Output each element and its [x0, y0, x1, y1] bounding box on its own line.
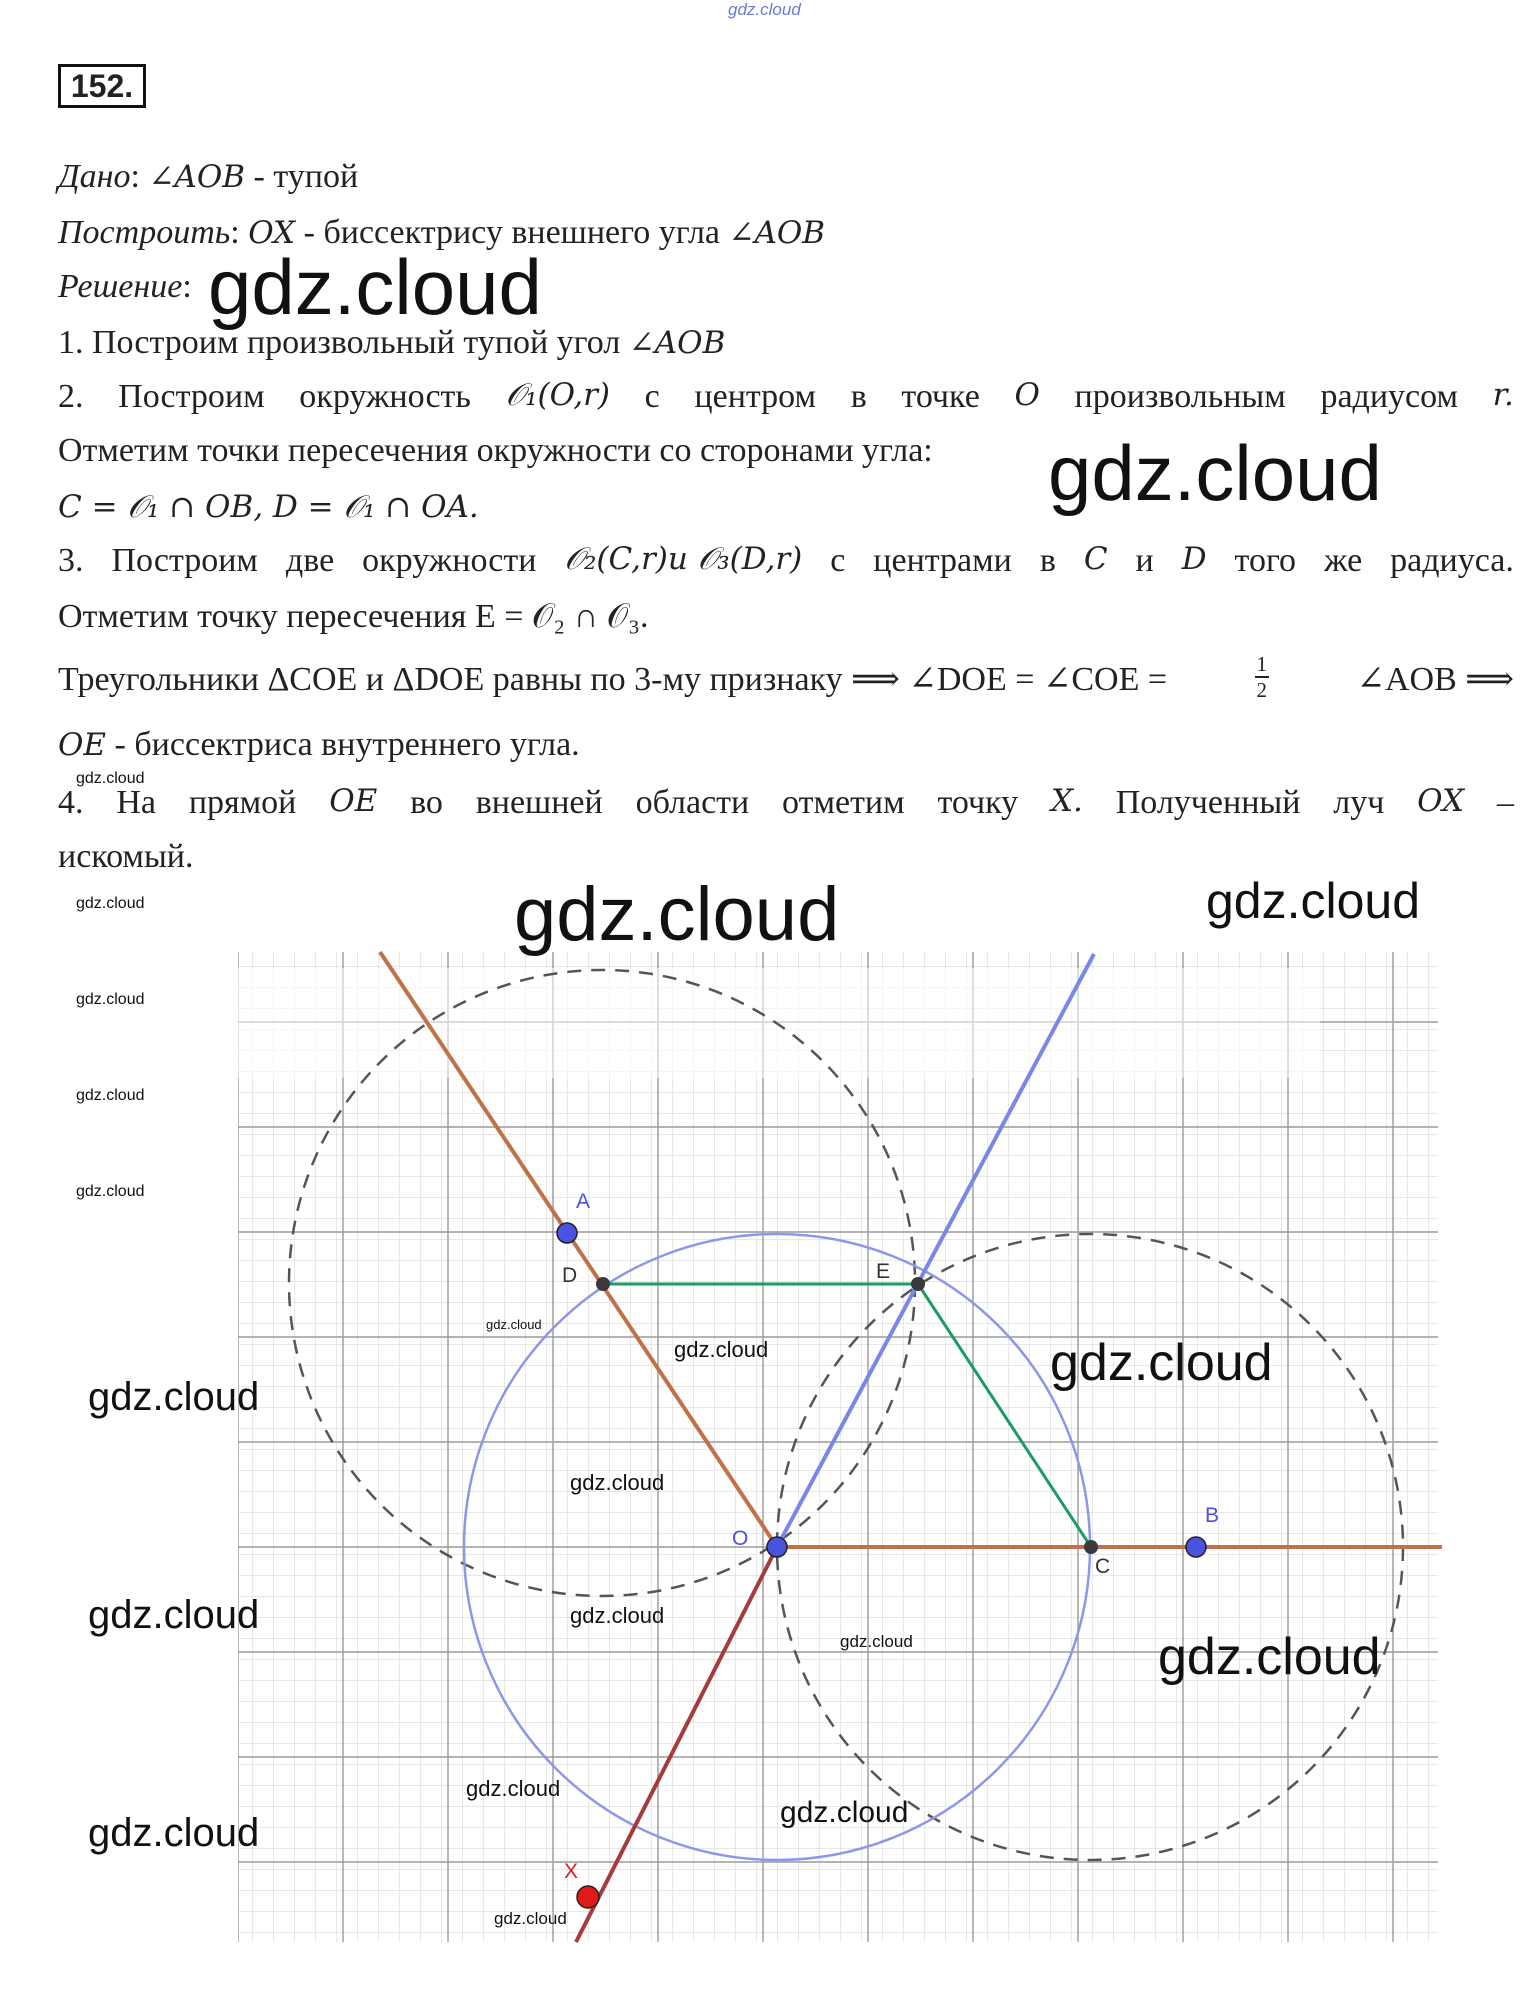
watermark-figure-tiny: gdz.cloud [486, 1317, 542, 1332]
step4-word: На [116, 784, 156, 821]
watermark-figure-mid-1: gdz.cloud [674, 1337, 769, 1362]
step4-word: 4. [58, 784, 84, 821]
watermark-left-big-1: gdz.cloud [88, 1375, 260, 1419]
solution-line: Решение: [58, 268, 192, 305]
step2-circle-o1: 𝒪₁(O,r) [505, 377, 610, 413]
label-x: X [564, 1860, 579, 1883]
given-label: Дано [58, 158, 131, 195]
label-e: E [876, 1260, 891, 1283]
fraction-half: $\frac{1}{2}$ [1256, 652, 1268, 702]
watermark-left-big-2: gdz.cloud [88, 1593, 260, 1637]
step4-word: области [635, 784, 750, 821]
step2-word: в [850, 378, 867, 415]
step2-word: окружность [299, 378, 471, 415]
step3-word: в [1039, 542, 1056, 579]
step3-point-c: C [1083, 541, 1108, 577]
construct-angle: ∠AOB [728, 215, 826, 251]
step3-point-d: D [1181, 541, 1207, 577]
step3-word: радиуса. [1390, 542, 1514, 579]
watermark-figure-mid-4: gdz.cloud [840, 1632, 913, 1651]
step2-word: центром [694, 378, 817, 415]
given-text: - тупой [245, 158, 359, 195]
point-c [1084, 1540, 1098, 1554]
watermark-figure-right-1: gdz.cloud [1050, 1334, 1273, 1392]
step1-angle: ∠AOB [628, 325, 726, 361]
point-d [596, 1277, 610, 1291]
construct-label: Построить [58, 214, 231, 251]
step4-word: во [410, 784, 443, 821]
given-line: Дано: ∠AOB - тупой [58, 158, 359, 195]
step4-word: точку [937, 784, 1019, 821]
watermark-figure-bottom: gdz.cloud [494, 1909, 567, 1928]
point-e [911, 1277, 925, 1291]
step3-line2: Отметим точку пересечения E = 𝒪₂ ∩ 𝒪₃. [58, 598, 649, 635]
step4-ray-ox: OX [1417, 783, 1465, 819]
step2-word: 2. [58, 378, 84, 415]
point-b [1186, 1537, 1206, 1557]
point-x [577, 1886, 599, 1908]
step2-line2: Отметим точки пересечения окружности со сторонами угла: [58, 432, 933, 469]
step1-text: 1. Построим произвольный тупой угол [58, 324, 629, 361]
step3-word: и [1135, 542, 1154, 579]
triangles-text: Треугольники ΔCOE и ΔDOE равны по 3-му признаку ⟹ ∠DOE = ∠COE = [58, 660, 1168, 698]
construct-text: - биссектрису внешнего угла [295, 214, 729, 251]
step3-word: центрами [873, 542, 1012, 579]
step3-word: 3. [58, 542, 84, 579]
step2-word: Построим [118, 378, 265, 415]
step4-word: внешней [475, 784, 603, 821]
step2-word: с [644, 378, 660, 415]
label-c: C [1095, 1555, 1111, 1578]
step2-radius: r. [1492, 377, 1514, 413]
bisector-text: - биссектриса внутреннего угла. [106, 726, 580, 763]
step4-word: – [1496, 784, 1514, 821]
point-a [557, 1223, 577, 1243]
step3-word: же [1324, 542, 1363, 579]
step4-word: луч [1333, 784, 1385, 821]
triangles-end: ∠AOB ⟹ [1356, 660, 1514, 698]
bisector-ray: OE [58, 727, 107, 763]
watermark-figure-right-2: gdz.cloud [1158, 1628, 1381, 1686]
given-angle: ∠AOB [148, 159, 246, 195]
grid [238, 952, 1438, 1942]
step2-word: точке [901, 378, 980, 415]
watermark-small: gdz.cloud [76, 770, 145, 787]
problem-number: 152. [58, 64, 146, 108]
step3-word: с [830, 542, 846, 579]
step2-line3: C = 𝒪₁ ∩ OB, D = 𝒪₁ ∩ OA. [58, 489, 479, 525]
step3-word: Построим [111, 542, 258, 579]
label-d: D [562, 1264, 578, 1287]
watermark-left-big-3: gdz.cloud [88, 1811, 260, 1855]
step4-point-x: X. [1050, 783, 1083, 819]
step4-line2: искомый. [58, 838, 194, 875]
step2-word: радиусом [1320, 378, 1458, 415]
step4-word: отметим [782, 784, 905, 821]
step4-word: Полученный [1115, 784, 1301, 821]
watermark-figure-mid-2: gdz.cloud [570, 1470, 665, 1495]
step2-point-o: O [1014, 377, 1040, 413]
watermark-figure-left-2: gdz.cloud [76, 991, 145, 1008]
label-o: O [732, 1527, 749, 1550]
step3-circles: 𝒪₂(C,r)и 𝒪₃(D,r) [564, 541, 803, 577]
construct-ray: OX [248, 215, 296, 251]
step3-word: две [285, 542, 335, 579]
label-a: A [576, 1190, 591, 1213]
watermark-figure-right-top: gdz.cloud [1206, 873, 1421, 929]
watermark-figure-mid-3: gdz.cloud [570, 1603, 665, 1628]
top-watermark: gdz.cloud [728, 0, 801, 19]
step4-line-oe: OE [329, 783, 378, 819]
construct-line: Построить: OX - биссектрису внешнего угла ∠AOB [58, 214, 826, 251]
watermark-figure-left-3: gdz.cloud [76, 1087, 145, 1104]
watermark-figure-mid-6: gdz.cloud [780, 1796, 909, 1829]
step3-word: окружности [362, 542, 537, 579]
watermark-figure-left-1: gdz.cloud [76, 895, 145, 912]
solution-label: Решение [58, 268, 183, 305]
point-o [767, 1537, 787, 1557]
watermark-figure-top: gdz.cloud [514, 872, 840, 957]
watermark-figure-left-4: gdz.cloud [76, 1183, 145, 1200]
step2-word: произвольным [1074, 378, 1286, 415]
label-b: B [1205, 1504, 1220, 1527]
step3-word: того [1234, 542, 1297, 579]
scan-glare [200, 968, 1320, 1078]
step4-word: прямой [188, 784, 297, 821]
watermark-figure-mid-5: gdz.cloud [466, 1776, 561, 1801]
watermark-side: gdz.cloud [1048, 429, 1382, 517]
watermark-title: gdz.cloud [208, 243, 542, 331]
